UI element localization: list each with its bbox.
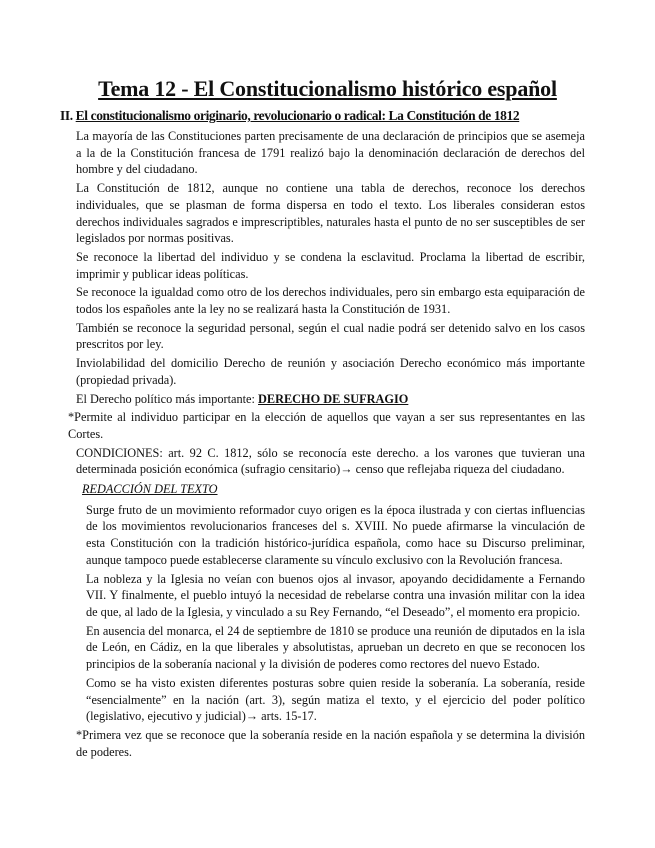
paragraph: También se reconoce la seguridad personal, según el cual nadie podrá ser detenido salvo en los casos prescritos por ley. [76, 320, 585, 352]
note: *Permite al individuo participar en la elección de aquellos que vayan a ser sus representantes en las Cortes. [68, 410, 585, 441]
condiciones-paragraph: CONDICIONES: art. 92 C. 1812, sólo se reconocía este derecho. a los varones que tuvieran una determinada posición económica (sufragio censitario)→ censo que reflejaba riqueza del ciudadano. [76, 445, 585, 477]
political-right-lead: El Derecho político más importante: [76, 391, 259, 406]
paragraph: Se reconoce la igualdad como otro de los derechos individuales, pero sin embargo esta equiparación de todos los españoles ante la ley no se realizará hasta la Constitución de 1931. [76, 285, 585, 317]
paragraph: Como se ha visto existen diferentes posturas sobre quien reside la soberanía. La soberanía, reside “esencialmente” en la nación (art. 3), según matiza el texto, y el ejercicio del poder político (legislativo, ejecutivo y judicial)→ arts. 15-17. [86, 675, 585, 724]
section-heading-text: El constitucionalismo originario, revolucionario o radical: La Constitución de 1812 [75, 108, 520, 123]
sufragio-emphasis: DERECHO DE SUFRAGIO [258, 391, 409, 406]
political-right-line [76, 391, 585, 408]
note: *Primera vez que se reconoce que la soberanía reside en la nación española y se determina la división de poderes. [76, 727, 585, 759]
paragraph: La mayoría de las Constituciones parten precisamente de una declaración de principios que se asemeja a la de la Constitución francesa de 1791 realizó bajo la denominación declaración de derechos del hombre y del ciudadano. [76, 129, 585, 177]
section-heading [60, 108, 519, 124]
subsection-heading: REDACCIÓN DEL TEXTO [82, 482, 218, 497]
paragraph: Inviolabilidad del domicilio Derecho de reunión y asociación Derecho económico más importante (propiedad privada). [76, 356, 585, 387]
page-title: Tema 12 - El Constitucionalismo histórico español [98, 76, 557, 101]
paragraph: La nobleza y la Iglesia no veían con buenos ojos al invasor, apoyando decididamente a Fernando VII. Y finalmente, el pueblo intuyó la necesidad de rebelarse contra una invasión militar con la idea de que, al lado de la Iglesia, y vinculado a su Rey Fernando, “el Deseado”, el momento era propicio. [86, 571, 585, 619]
paragraph: En ausencia del monarca, el 24 de septiembre de 1810 se produce una reunión de diputados en la isla de León, en Cádiz, en la que liberales y absolutistas, aprueban un decreto en que se reconocen los principios de la soberanía nacional y la división de poderes como rectores del nuevo Estado. [86, 623, 585, 672]
paragraph: Surge fruto de un movimiento reformador cuyo origen es la época ilustrada y con ciertas influencias de los movimientos revolucionarios franceses del s. XVIII. No puede afirmarse la vinculación de esta Constitución con la tradición histórico-jurídica española, como hace su Discurso preliminar, aunque tampoco puede establecerse claramente su vínculo exclusivo con la Revolución francesa. [86, 502, 585, 567]
paragraph: La Constitución de 1812, aunque no contiene una tabla de derechos, reconoce los derechos individuales, que se plasman de forma dispersa en todo el texto. Los liberales consideran estos derechos individuales sagrados e imprescriptibles, naturales hasta el punto de no ser susceptibles de ser legislados por normas positivas. [76, 181, 585, 246]
document-body [68, 128, 585, 762]
section-number: II. [60, 108, 73, 123]
paragraph: Se reconoce la libertad del individuo y se condena la esclavitud. Proclama la libertad de escribir, imprimir y publicar ideas políticas. [76, 249, 585, 281]
